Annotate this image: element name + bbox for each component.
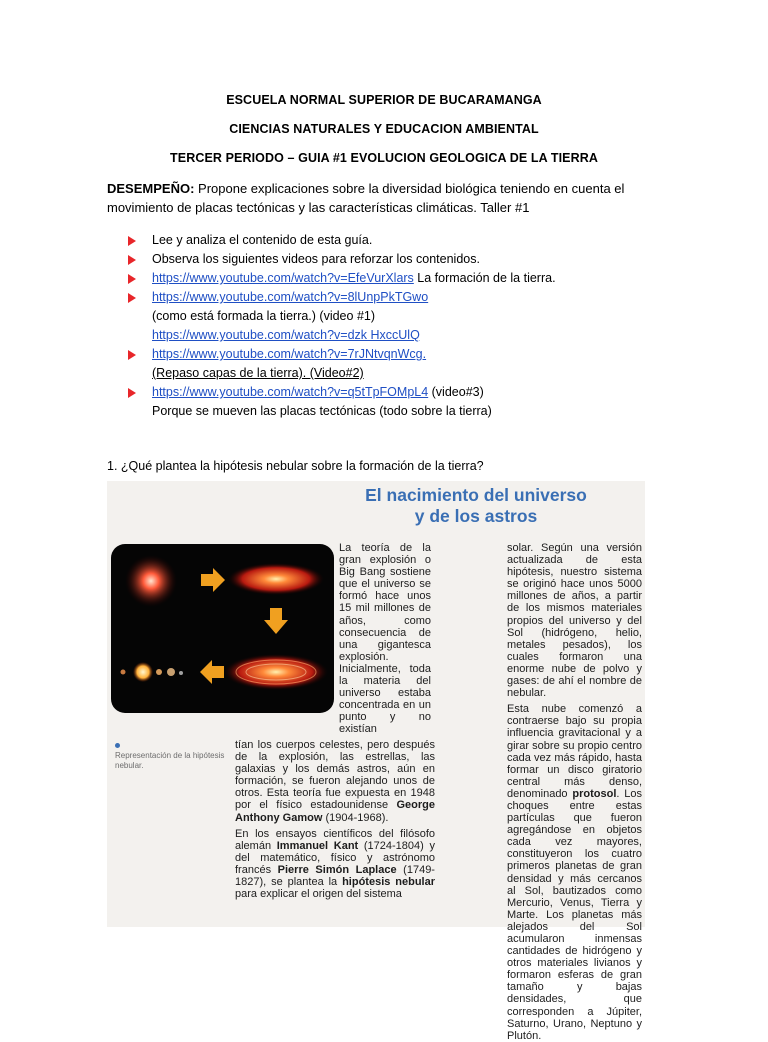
list-item-text: Porque se mueven las placas tectónicas (todo sobre la tierra): [152, 404, 492, 418]
list-item: [128, 288, 598, 345]
rotating-nebula: [228, 563, 324, 595]
performance-text: Propone explicaciones sobre la diversidad biológica teniendo en cuenta el movimiento de placas tectónicas y las características climáticas. Taller #1: [107, 181, 625, 215]
list-item-text: Observa los siguientes videos para reforzar los contenidos.: [152, 252, 480, 266]
video-link[interactable]: https://www.youtube.com/watch?v=EfeVurXlars: [152, 271, 414, 285]
performance-paragraph: [107, 179, 627, 217]
list-item-text: Lee y analiza el contenido de esta guía.: [152, 233, 373, 247]
illustration-caption: Representación de la hipótesis nebular.: [115, 751, 225, 770]
text-column-1: [339, 542, 431, 736]
arrow-down-icon: [264, 608, 288, 634]
list-item: [128, 250, 598, 269]
arrow-right-icon: [201, 568, 225, 592]
scan-title-line: y de los astros: [414, 506, 538, 526]
protoplanetary-disc: [224, 654, 328, 690]
subject-heading: CIENCIAS NATURALES Y EDUCACION AMBIENTAL: [229, 122, 539, 136]
list-item: [128, 231, 598, 250]
video-link[interactable]: https://www.youtube.com/watch?v=dzk HxccUlQ: [152, 328, 420, 342]
arrow-bullet-icon: [128, 388, 136, 398]
arrow-bullet-icon: [128, 293, 136, 303]
nebular-hypothesis-illustration: [111, 544, 334, 713]
textbook-scan-image: [107, 481, 645, 1042]
scan-title-line: El nacimiento del universo: [365, 485, 587, 505]
list-item: [128, 269, 598, 288]
question-1: 1. ¿Qué plantea la hipótesis nebular sobre la formación de la tierra?: [107, 459, 484, 473]
text-column-2: [235, 739, 435, 900]
list-item: [128, 345, 598, 383]
sun: [133, 662, 153, 682]
paragraph: tían los cuerpos celestes, pero después de la explosión, las estrellas, las galaxias y los demás astros, aún en formación, se fueron alejando unos de otros. Esta teoría fue expuesta en 1948 por el físico estadounidense George Anthony Gamow (1904-1968).: [235, 739, 435, 824]
nebula-cloud: [125, 555, 177, 607]
list-item-text: La formación de la tierra.: [413, 271, 556, 285]
paragraph: solar. Según una versión actualizada de esta hipótesis, nuestro sistema se originó hace unos 5000 millones de años, a partir de los mismos materiales propios del universo y del Sol (hidrógeno, helio, metales pesados), los cuales formaron una enorme nube de polvo y gases: de ahí el nombre de nebular.: [507, 542, 642, 700]
nebula-diagram: [111, 544, 334, 713]
instruction-list: [128, 231, 598, 421]
scan-title: [311, 485, 641, 527]
period-heading: TERCER PERIODO – GUIA #1 EVOLUCION GEOLOGICA DE LA TIERRA: [170, 151, 598, 165]
list-item-text: (video#3): [428, 385, 484, 399]
arrow-bullet-icon: [128, 255, 136, 265]
text-column-3: [507, 542, 642, 1042]
video-link[interactable]: https://www.youtube.com/watch?v=q5tTpFOMpL4: [152, 385, 429, 399]
list-item-text: (Repaso capas de la tierra). (Video#2): [152, 366, 364, 380]
list-item-text: (como está formada la tierra.) (video #1): [152, 309, 376, 323]
paragraph: Esta nube comenzó a contraerse bajo su propia influencia gravitacional y a girar sobre su propio centro cada vez más rápido, hasta formar un disco giratorio central más denso, denominado protosol. Los choques entre estas partículas que fueron agregándose en objetos cada vez mayores, constituyeron los cuatro primeros planetas de gran densidad y más cercanos al Sol, bautizados como Mercurio, Venus, Tierra y Marte. Los planetas más alejados del Sol acumularon inmensas cantidades de hidrógeno y otros materiales livianos y formaron esferas de gran tamaño y bajas densidades, que corresponden a Júpiter, Saturno, Urano, Neptuno y Plutón.: [507, 703, 642, 1042]
video-link[interactable]: https://www.youtube.com/watch?v=7rJNtvqnWcg.: [152, 347, 427, 361]
arrow-bullet-icon: [128, 236, 136, 246]
list-item: [128, 383, 598, 421]
paragraph: La teoría de la gran explosión o Big Bang sostiene que el universo se formó hace unos 15 mil millones de años, como consecuencia de una gigantesca explosión. Inicialmente, toda la materia del universo estaba concentrada en un punto y no existían: [339, 542, 431, 736]
arrow-bullet-icon: [128, 274, 136, 284]
paragraph: En los ensayos científicos del filósofo alemán Immanuel Kant (1724-1804) y del matemático, físico y astrónomo francés Pierre Simón Laplace (1749-1827), se plantea la hipótesis nebular para explicar el origen del sistema: [235, 827, 435, 901]
school-heading: ESCUELA NORMAL SUPERIOR DE BUCARAMANGA: [226, 93, 542, 107]
arrow-left-icon: [200, 660, 224, 684]
caption-bullet-icon: [115, 743, 120, 748]
video-link[interactable]: https://www.youtube.com/watch?v=8lUnpPkTGwo: [152, 290, 429, 304]
performance-label: DESEMPEÑO:: [107, 181, 195, 196]
arrow-bullet-icon: [128, 350, 136, 360]
